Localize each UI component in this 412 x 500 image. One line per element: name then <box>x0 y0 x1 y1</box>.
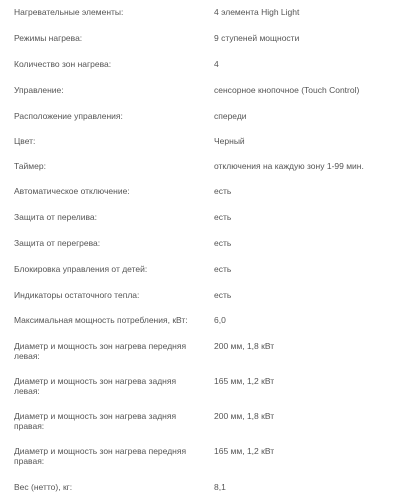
spec-value: есть <box>214 290 232 300</box>
spec-value: сенсорное кнопочное (Touch Control) <box>214 85 360 95</box>
spec-label: Защита от перегрева: <box>14 238 101 248</box>
spec-value: 200 мм, 1,8 кВт <box>214 411 275 421</box>
spec-label: Вес (нетто), кг: <box>14 482 73 492</box>
spec-value: 8,1 <box>214 482 226 492</box>
spec-label: Режимы нагрева: <box>14 33 83 43</box>
spec-label: Диаметр и мощность зон нагрева задняя правая: <box>14 411 177 431</box>
spec-label: Индикаторы остаточного тепла: <box>14 290 140 300</box>
spec-label: Управление: <box>14 85 64 95</box>
spec-value: 6,0 <box>214 315 226 325</box>
spec-value: 9 ступеней мощности <box>214 33 300 43</box>
spec-value: есть <box>214 238 232 248</box>
spec-label: Диаметр и мощность зон нагрева задняя левая: <box>14 376 177 396</box>
spec-value: Черный <box>214 136 245 146</box>
spec-value: есть <box>214 264 232 274</box>
spec-label: Цвет: <box>14 136 36 146</box>
spec-label: Нагревательные элементы: <box>14 7 124 17</box>
spec-value: есть <box>214 186 232 196</box>
spec-label: Защита от перелива: <box>14 212 98 222</box>
spec-label: Максимальная мощность потребления, кВт: <box>14 315 188 325</box>
spec-value: 4 элемента High Light <box>214 7 300 17</box>
spec-label: Диаметр и мощность зон нагрева передняя левая: <box>14 341 187 361</box>
spec-value: отключения на каждую зону 1-99 мин. <box>214 161 364 171</box>
spec-label: Диаметр и мощность зон нагрева передняя правая: <box>14 446 187 466</box>
spec-label: Таймер: <box>14 161 46 171</box>
spec-value: есть <box>214 212 232 222</box>
spec-value: спереди <box>214 111 247 121</box>
spec-label: Автоматическое отключение: <box>14 186 130 196</box>
spec-label: Блокировка управления от детей: <box>14 264 148 274</box>
spec-value: 165 мм, 1,2 кВт <box>214 446 275 456</box>
spec-value: 4 <box>214 59 219 69</box>
spec-value: 165 мм, 1,2 кВт <box>214 376 275 386</box>
spec-label: Количество зон нагрева: <box>14 59 112 69</box>
spec-value: 200 мм, 1,8 кВт <box>214 341 275 351</box>
spec-label: Расположение управления: <box>14 111 123 121</box>
